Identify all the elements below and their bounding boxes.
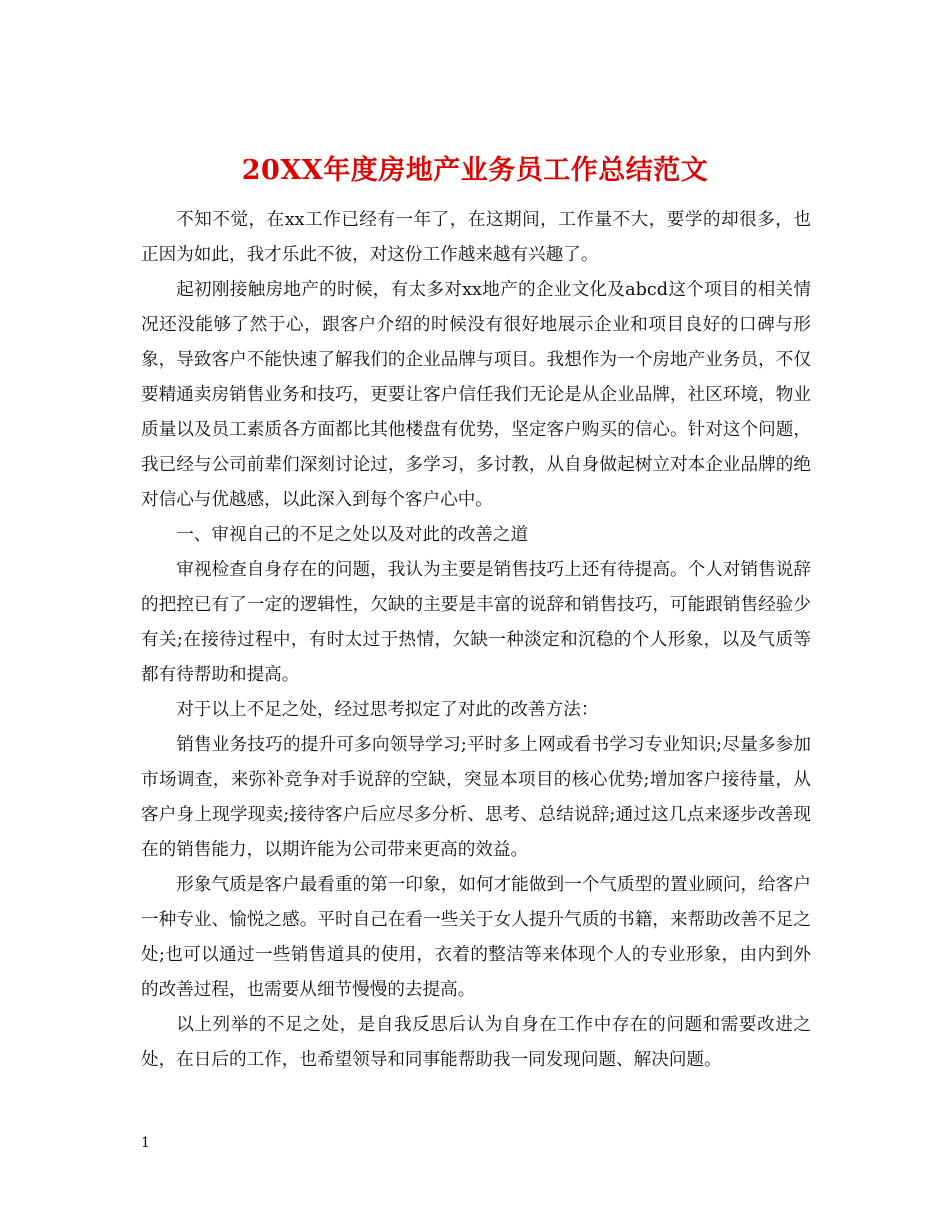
paragraph: 以上列举的不足之处，是自我反思后认为自身在工作中存在的问题和需要改进之处，在日后的工作，也希望领导和同事能帮助我一同发现问题、解决问题。 [141,1015,811,1070]
paragraph: 不知不觉，在xx工作已经有一年了，在这期间，工作量不大，要学的却很多，也正因为如此，我才乐此不彼，对这份工作越来越有兴趣了。 [141,210,811,265]
document-title: 20XX年度房地产业务员工作总结范文 [241,155,709,187]
paragraph: 对于以上不足之处，经过思考拟定了对此的改善方法： [176,700,599,720]
paragraph: 销售业务技巧的提升可多向领导学习;平时多上网或看书学习专业知识;尽量多参加市场调查，来弥补竞争对手说辞的空缺，突显本项目的核心优势;增加客户接待量，从客户身上现学现卖;接待客户后应尽多分析、思考、总结说辞;通过这几点来逐步改善现在的销售能力，以期许能为公司带来更高的效益。 [141,735,811,860]
document-body [141,203,811,1078]
paragraph: 审视检查自身存在的问题，我认为主要是销售技巧上还有待提高。个人对销售说辞的把控已有了一定的逻辑性，欠缺的主要是丰富的说辞和销售技巧，可能跟销售经验少有关;在接待过程中，有时太过于热情，欠缺一种淡定和沉稳的个人形象，以及气质等都有待帮助和提高。 [141,560,811,685]
paragraph: 起初刚接触房地产的时候，有太多对xx地产的企业文化及abcd这个项目的相关情况还没能够了然于心，跟客户介绍的时候没有很好地展示企业和项目良好的口碑与形象，导致客户不能快速了解我们的企业品牌与项目。我想作为一个房地产业务员，不仅要精通卖房销售业务和技巧，更要让客户信任我们无论是从企业品牌，社区环境，物业质量以及员工素质各方面都比其他楼盘有优势，坚定客户购买的信心。针对这个问题，我已经与公司前辈们深刻讨论过，多学习，多讨教，从自身做起树立对本企业品牌的绝对信心与优越感，以此深入到每个客户心中。 [141,280,811,510]
paragraph: 形象气质是客户最看重的第一印象，如何才能做到一个气质型的置业顾问，给客户一种专业、愉悦之感。平时自己在看一些关于女人提升气质的书籍，来帮助改善不足之处;也可以通过一些销售道具的使用，衣着的整洁等来体现个人的专业形象，由内到外的改善过程，也需要从细节慢慢的去提高。 [141,875,811,1000]
section-heading: 一、审视自己的不足之处以及对此的改善之道 [176,525,529,545]
page-number: 1 [141,1135,150,1151]
